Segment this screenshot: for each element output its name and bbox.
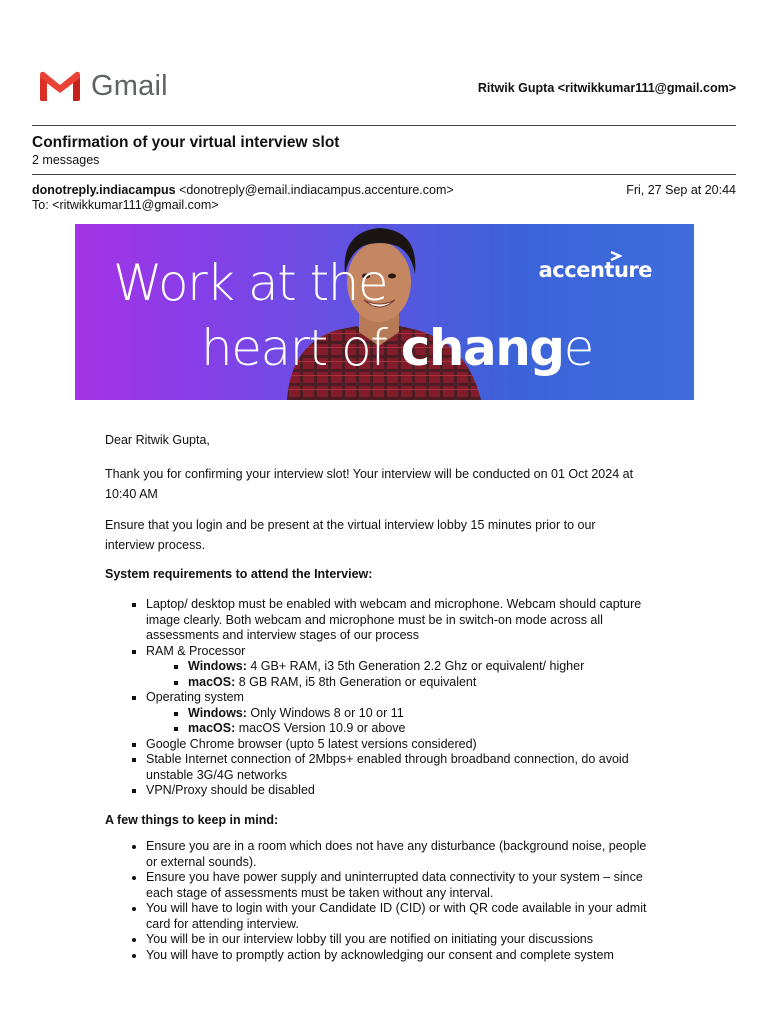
banner-headline-bold: chang: [400, 319, 564, 377]
list-item: ▪ Google Chrome browser (upto 5 latest versions considered): [146, 737, 650, 753]
banner-headline-line2: [201, 319, 593, 377]
keep-in-mind-list: [105, 839, 650, 963]
list-item-label: Operating system: [146, 690, 244, 704]
body-paragraph: Ensure that you login and be present at the virtual interview lobby 15 minutes prior to our interview process.: [105, 518, 596, 552]
os-label: macOS:: [188, 721, 236, 735]
banner-headline-line1: Work at the: [113, 254, 388, 312]
list-item: • You will be in our interview lobby till you are notified on initiating your discussions: [146, 932, 650, 948]
os-value: Only Windows 8 or 10 or 11: [246, 705, 404, 720]
list-item: ▪ Stable Internet connection of 2Mbps+ enabled through broadband connection, do avoid unstable 3G/4G networks: [146, 752, 650, 783]
thread-subject: Confirmation of your virtual interview slot: [32, 134, 340, 151]
section-heading-system-requirements: System requirements to attend the Interview:: [105, 567, 373, 581]
list-item: [146, 644, 650, 691]
list-item: [146, 690, 650, 737]
list-item: • Ensure you have power supply and uninterrupted data connectivity to your system – since each stage of assessments must be taken without any interval.: [146, 870, 650, 901]
divider: [32, 125, 736, 126]
system-requirements-list: [105, 597, 650, 799]
list-item: • Ensure you are in a room which does not have any disturbance (background noise, people or external sounds).: [146, 839, 650, 870]
gmail-logo: [38, 70, 168, 102]
divider: [32, 174, 736, 175]
accenture-logo: accenture: [538, 258, 652, 282]
list-item: [188, 659, 650, 675]
gmail-wordmark: Gmail: [91, 70, 168, 102]
list-item-label: RAM & Processor: [146, 643, 246, 658]
gmail-header: [32, 62, 736, 108]
os-value: 4 GB+ RAM, i3 5th Generation 2.2 Ghz or equivalent/ higher: [246, 659, 585, 673]
message-from: [32, 183, 454, 197]
os-value: 8 GB RAM, i5 8th Generation or equivalent: [235, 674, 477, 689]
list-item: ▪ Laptop/ desktop must be enabled with webcam and microphone. Webcam should capture image clearly. Both webcam and microphone must be in switch-on mode across all assessments and interview stages of our process: [146, 597, 650, 644]
gmail-envelope-icon: [38, 70, 82, 102]
list-item: • You will have to promptly action by acknowledging our consent and complete system: [146, 948, 650, 964]
body-paragraph: Thank you for confirming your interview slot! Your interview will be conducted on 01 Oct 2024 at 10:40 AM: [105, 467, 634, 501]
list-item: [188, 721, 650, 737]
sender-email: <donotreply@email.indiacampus.accenture.com>: [179, 183, 454, 197]
os-value: macOS Version 10.9 or above: [235, 721, 406, 735]
section-heading-keep-in-mind: A few things to keep in mind:: [105, 813, 279, 827]
accenture-banner: [75, 224, 694, 400]
os-label: Windows:: [188, 705, 247, 720]
list-item: ▪ VPN/Proxy should be disabled: [146, 783, 650, 799]
message-to: To: <ritwikkumar111@gmail.com>: [32, 198, 219, 212]
greeting: Dear Ritwik Gupta,: [105, 433, 210, 447]
message-date: Fri, 27 Sep at 20:44: [626, 183, 736, 197]
list-item: • You will have to login with your Candidate ID (CID) or with QR code available in your admit card for attending interview.: [146, 901, 650, 932]
banner-headline-end: e: [563, 319, 593, 377]
sender-name: donotreply.indiacampus: [32, 183, 176, 197]
os-label: macOS:: [188, 674, 236, 689]
account-label: Ritwik Gupta <ritwikkumar111@gmail.com>: [477, 81, 736, 95]
list-item: [188, 675, 650, 691]
banner-headline-plain: heart of: [201, 319, 401, 377]
message-count: 2 messages: [32, 153, 100, 167]
list-item: [188, 706, 650, 722]
os-label: Windows:: [188, 659, 247, 673]
